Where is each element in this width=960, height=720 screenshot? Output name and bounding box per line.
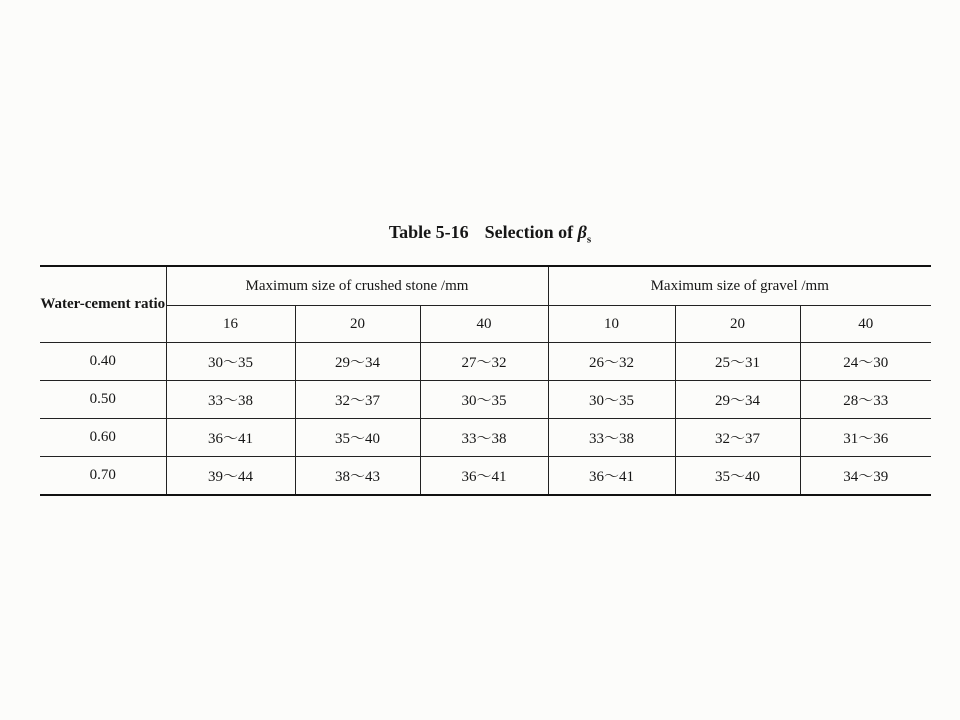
- header-size: 20: [295, 306, 420, 343]
- value-cell: 33～38: [548, 419, 675, 457]
- ratio-cell: 0.70: [40, 457, 166, 496]
- header-ratio: Water-cement ratio: [40, 266, 166, 343]
- header-gravel: Maximum size of gravel /mm: [548, 266, 931, 306]
- header-crushed-stone: Maximum size of crushed stone /mm: [166, 266, 548, 306]
- header-sizes-row: [40, 306, 931, 343]
- value-cell: 30～35: [420, 381, 548, 419]
- value-cell: 29～34: [675, 381, 800, 419]
- value-cell: 33～38: [166, 381, 295, 419]
- table-title: [0, 222, 960, 246]
- ratio-cell: 0.50: [40, 381, 166, 419]
- table-row: [40, 457, 931, 496]
- header-size: 16: [166, 306, 295, 343]
- value-cell: 30～35: [166, 343, 295, 381]
- ratio-cell: 0.40: [40, 343, 166, 381]
- value-cell: 38～43: [295, 457, 420, 496]
- value-cell: 28～33: [800, 381, 931, 419]
- ratio-cell: 0.60: [40, 419, 166, 457]
- value-cell: 39～44: [166, 457, 295, 496]
- value-cell: 36～41: [420, 457, 548, 496]
- value-cell: 33～38: [420, 419, 548, 457]
- value-cell: 31～36: [800, 419, 931, 457]
- value-cell: 35～40: [675, 457, 800, 496]
- header-row: [40, 266, 931, 306]
- table-number: Table 5-16: [388, 222, 469, 242]
- value-cell: 32～37: [675, 419, 800, 457]
- value-cell: 24～30: [800, 343, 931, 381]
- header-size: 40: [420, 306, 548, 343]
- value-cell: 26～32: [548, 343, 675, 381]
- value-cell: 36～41: [548, 457, 675, 496]
- table-row: [40, 381, 931, 419]
- value-cell: 32～37: [295, 381, 420, 419]
- value-cell: 30～35: [548, 381, 675, 419]
- header-size: 20: [675, 306, 800, 343]
- value-cell: 27～32: [420, 343, 548, 381]
- beta-subscript: s: [586, 233, 592, 246]
- value-cell: 34～39: [800, 457, 931, 496]
- beta-s-table: [40, 265, 931, 496]
- header-size: 10: [548, 306, 675, 343]
- table-row: [40, 419, 931, 457]
- value-cell: 36～41: [166, 419, 295, 457]
- header-size: 40: [800, 306, 931, 343]
- beta-symbol: β: [577, 222, 587, 242]
- value-cell: 29～34: [295, 343, 420, 381]
- table-row: [40, 343, 931, 381]
- value-cell: 35～40: [295, 419, 420, 457]
- value-cell: 25～31: [675, 343, 800, 381]
- title-text: Selection of: [484, 222, 574, 242]
